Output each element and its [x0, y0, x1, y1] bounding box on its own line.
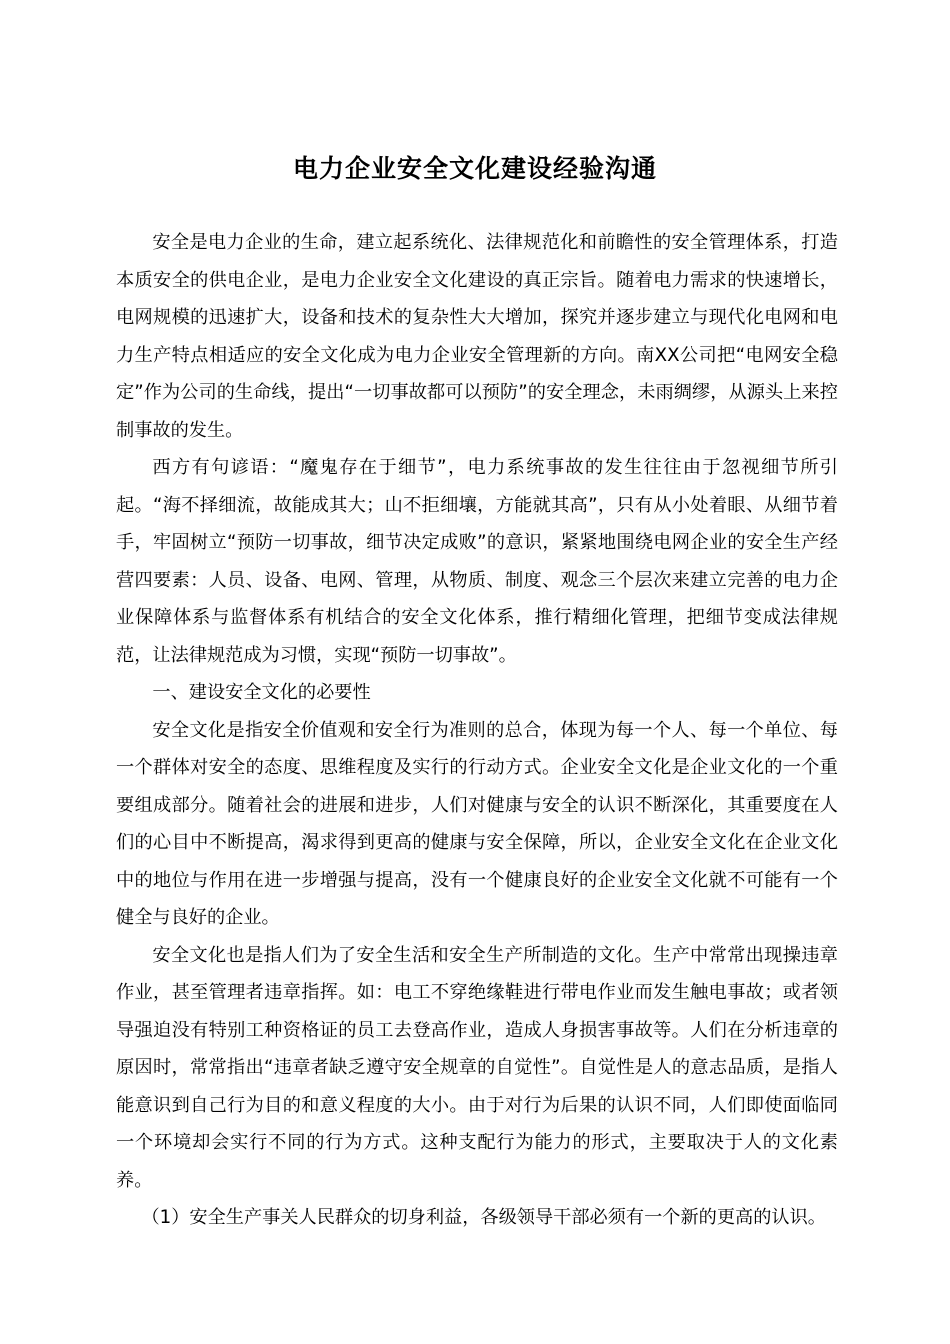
numbered-item-1: （1）安全生产事关人民群众的切身利益，各级领导干部必须有一个新的更高的认识。 [141, 1207, 826, 1228]
paragraph-intro: 安全是电力企业的生命，建立起系统化、法律规范化和前瞻性的安全管理体系，打造本质安全的供电企业，是电力企业安全文化建设的真正宗旨。随着电力需求的快速增长，电网规模的迅速扩大，设备和技术的复杂性大大增加，探究并逐步建立与现代化电网和电力生产特点相适应的安全文化成为电力企业安全管理新的方向。南XX公司把“电网安全稳定”作为公司的生命线，提出“一切事故都可以预防”的安全理念，未雨绸缪，从源头上来控制事故的发生。 [116, 232, 838, 441]
document-title: 电力企业安全文化建设经验沟通 [292, 153, 657, 183]
section-heading-necessity: 一、建设安全文化的必要性 [152, 682, 371, 703]
paragraph-safety-culture-definition: 安全文化是指安全价值观和安全行为准则的总合，体现为每一个人、每一个单位、每一个群体对安全的态度、思维程度及实行的行动方式。企业安全文化是企业文化的一个重要组成部分。随着社会的进展和进步，人们对健康与安全的认识不断深化，其重要度在人们的心目中不断提高，渴求得到更高的健康与安全保障，所以，企业安全文化在企业文化中的地位与作用在进一步增强与提高，没有一个健康良好的企业安全文化就不可能有一个健全与良好的企业。 [116, 719, 838, 928]
paragraph-safety-culture-behavior: 安全文化也是指人们为了安全生活和安全生产所制造的文化。生产中常常出现操违章作业，甚至管理者违章指挥。如：电工不穿绝缘鞋进行带电作业而发生触电事故；或者领导强迫没有特别工种资格证的员工去登高作业，造成人身损害事故等。人们在分析违章的原因时，常常指出“违章者缺乏遵守安全规章的自觉性”。自觉性是人的意志品质，是指人能意识到自己行为目的和意义程度的大小。由于对行为后果的认识不同，人们即使面临同一个环境却会实行不同的行为方式。这种支配行为能力的形式，主要取决于人的文化素养。 [116, 944, 838, 1191]
paragraph-proverb: 西方有句谚语：“魔鬼存在于细节”，电力系统事故的发生往往由于忽视细节所引起。“海不择细流，故能成其大；山不拒细壤，方能就其高”，只有从小处着眼、从细节着手，牢固树立“预防一切事故，细节决定成败”的意识，紧紧地围绕电网企业的安全生产经营四要素：人员、设备、电网、管理，从物质、制度、观念三个层次来建立完善的电力企业保障体系与监督体系有机结合的安全文化体系，推行精细化管理，把细节变成法律规范，让法律规范成为习惯，实现“预防一切事故”。 [116, 457, 838, 666]
document-body [116, 224, 838, 1237]
